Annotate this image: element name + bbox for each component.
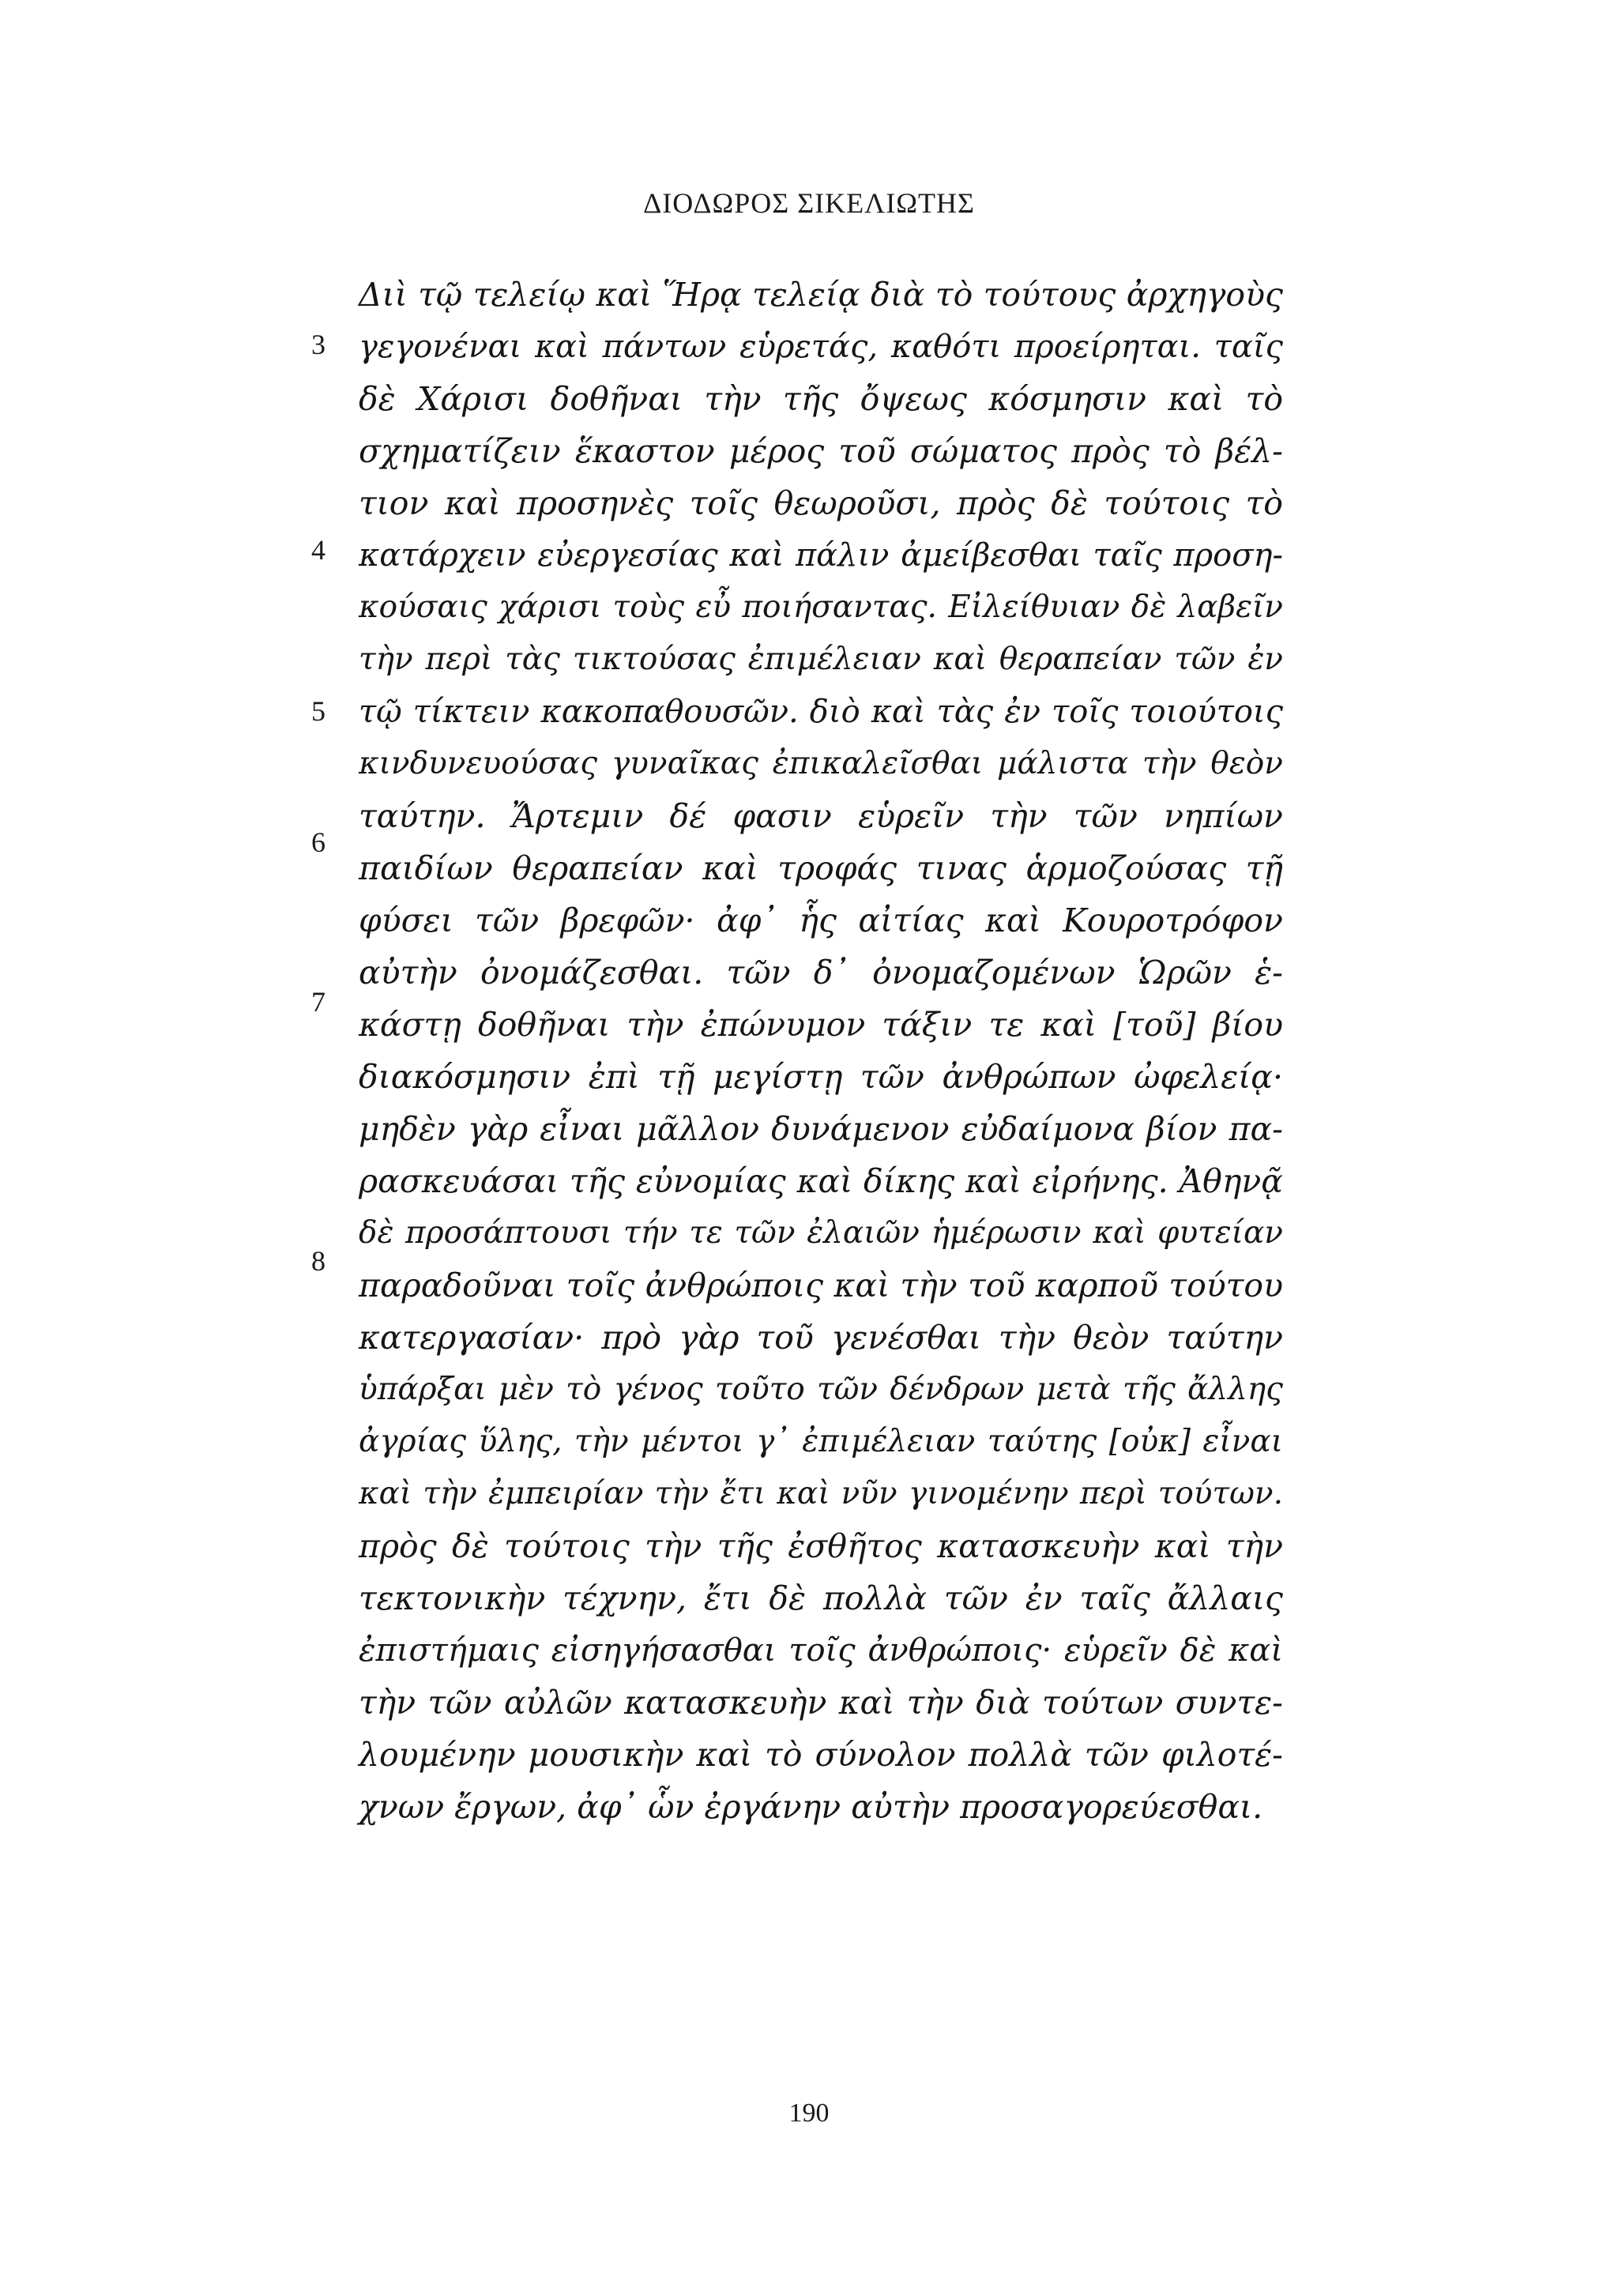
text-line: φύσει τῶν βρεφῶν· ἀφ᾿ ἧς αἰτίας καὶ Κουροτρόφον: [359, 901, 1283, 939]
text-line: παραδοῦναι τοῖς ἀνθρώποις καὶ τὴν τοῦ καρποῦ τούτου: [359, 1267, 1283, 1304]
text-line: παιδίων θεραπείαν καὶ τροφάς τινας ἁρμοζούσας τῇ: [359, 849, 1283, 887]
text-line: πρὸς δὲ τούτοις τὴν τῆς ἐσθῆτος κατασκευὴν καὶ τὴν: [359, 1527, 1283, 1565]
text-line: 8 δὲ προσάπτουσι τήν τε τῶν ἐλαιῶν ἡμέρωσιν καὶ φυτείαν: [311, 1215, 1283, 1277]
text-line: σχηματίζειν ἕκαστον μέρος τοῦ σώματος πρὸς τὸ βέλ-: [359, 432, 1283, 470]
text-line: ἀγρίας ὕλης, τὴν μέντοι γ᾿ ἐπιμέλειαν ταύτης [οὐκ] εἶναι: [359, 1424, 1283, 1459]
text-line: καὶ τὴν ἐμπειρίαν τὴν ἔτι καὶ νῦν γινομένην περὶ τούτων.: [359, 1476, 1283, 1511]
section-number: 5: [311, 695, 325, 727]
section-number: 4: [311, 534, 325, 566]
text-line: χνων ἔργων, ἀφ᾿ ὧν ἐργάνην αὐτὴν προσαγορεύεσθαι.: [359, 1788, 1263, 1826]
text-line: 7 αὐτὴν ὀνομάζεσθαι. τῶν δ᾿ ὀνομαζομένων Ὡρῶν ἑ-: [311, 954, 1283, 1018]
text-line: 5 τῷ τίκτειν κακοπαθουσῶν. διὸ καὶ τὰς ἐν τοῖς τοιούτοις: [311, 694, 1283, 730]
text-line: τὴν περὶ τὰς τικτούσας ἐπιμέλειαν καὶ θεραπείαν τῶν ἐν: [359, 642, 1283, 677]
page-number: 190: [788, 2098, 830, 2128]
running-head: ΔΙΟΔΩΡΟΣ ΣΙΚΕΛΙΩΤΗΣ: [643, 187, 975, 219]
text-line: διακόσμησιν ἐπὶ τῇ μεγίστῃ τῶν ἀνθρώπων ὠφελείᾳ·: [359, 1058, 1283, 1096]
text-line: λουμένην μουσικὴν καὶ τὸ σύνολον πολλὰ τῶν φιλοτέ-: [359, 1736, 1283, 1774]
text-line: μηδὲν γὰρ εἶναι μᾶλλον δυνάμενον εὐδαίμονα βίον πα-: [359, 1110, 1283, 1148]
section-number: 8: [311, 1245, 325, 1277]
text-line: Διὶ τῷ τελείῳ καὶ Ἥρᾳ τελείᾳ διὰ τὸ τούτους ἀρχηγοὺς: [359, 276, 1283, 314]
text-line: τεκτονικὴν τέχνην, ἔτι δὲ πολλὰ τῶν ἐν ταῖς ἄλλαις: [359, 1579, 1283, 1617]
text-line: ρασκευάσαι τῆς εὐνομίας καὶ δίκης καὶ εἰρήνης. Ἀθηνᾷ: [359, 1162, 1283, 1200]
text-line: 4 κατάρχειν εὐεργεσίας καὶ πάλιν ἀμείβεσθαι ταῖς προση-: [311, 534, 1283, 574]
text-line: ἐπιστήμαις εἰσηγήσασθαι τοῖς ἀνθρώποις· εὑρεῖν δὲ καὶ: [359, 1632, 1283, 1669]
text-line: κούσαις χάρισι τοὺς εὖ ποιήσαντας. Εἰλείθυιαν δὲ λαβεῖν: [359, 589, 1283, 625]
text-line: δὲ Χάρισι δοθῆναι τὴν τῆς ὄψεως κόσμησιν καὶ τὸ: [359, 380, 1283, 418]
section-number: 7: [311, 986, 325, 1018]
text-line: κινδυνευούσας γυναῖκας ἐπικαλεῖσθαι μάλιστα τὴν θεὸν: [359, 746, 1283, 781]
text-line: ὑπάρξαι μὲν τὸ γένος τοῦτο τῶν δένδρων μετὰ τῆς ἄλλης: [359, 1372, 1283, 1407]
section-number: 6: [311, 826, 325, 858]
text-line: τὴν τῶν αὐλῶν κατασκευὴν καὶ τὴν διὰ τούτων συντε-: [359, 1684, 1283, 1722]
text-line: τιον καὶ προσηνὲς τοῖς θεωροῦσι, πρὸς δὲ τούτοις τὸ: [359, 484, 1283, 522]
text-line: κατεργασίαν· πρὸ γὰρ τοῦ γενέσθαι τὴν θεὸν ταύτην: [359, 1319, 1283, 1357]
text-line: 3 γεγονέναι καὶ πάντων εὑρετάς, καθότι προείρηται. ταῖς: [311, 329, 1283, 365]
text-line: κάστῃ δοθῆναι τὴν ἐπώνυμον τάξιν τε καὶ [τοῦ] βίου: [359, 1006, 1283, 1044]
body-text: [311, 269, 1283, 1833]
text-line: 6 ταύτην. Ἄρτεμιν δέ φασιν εὑρεῖν τὴν τῶν νηπίων: [311, 797, 1283, 858]
section-number: 3: [311, 329, 325, 360]
